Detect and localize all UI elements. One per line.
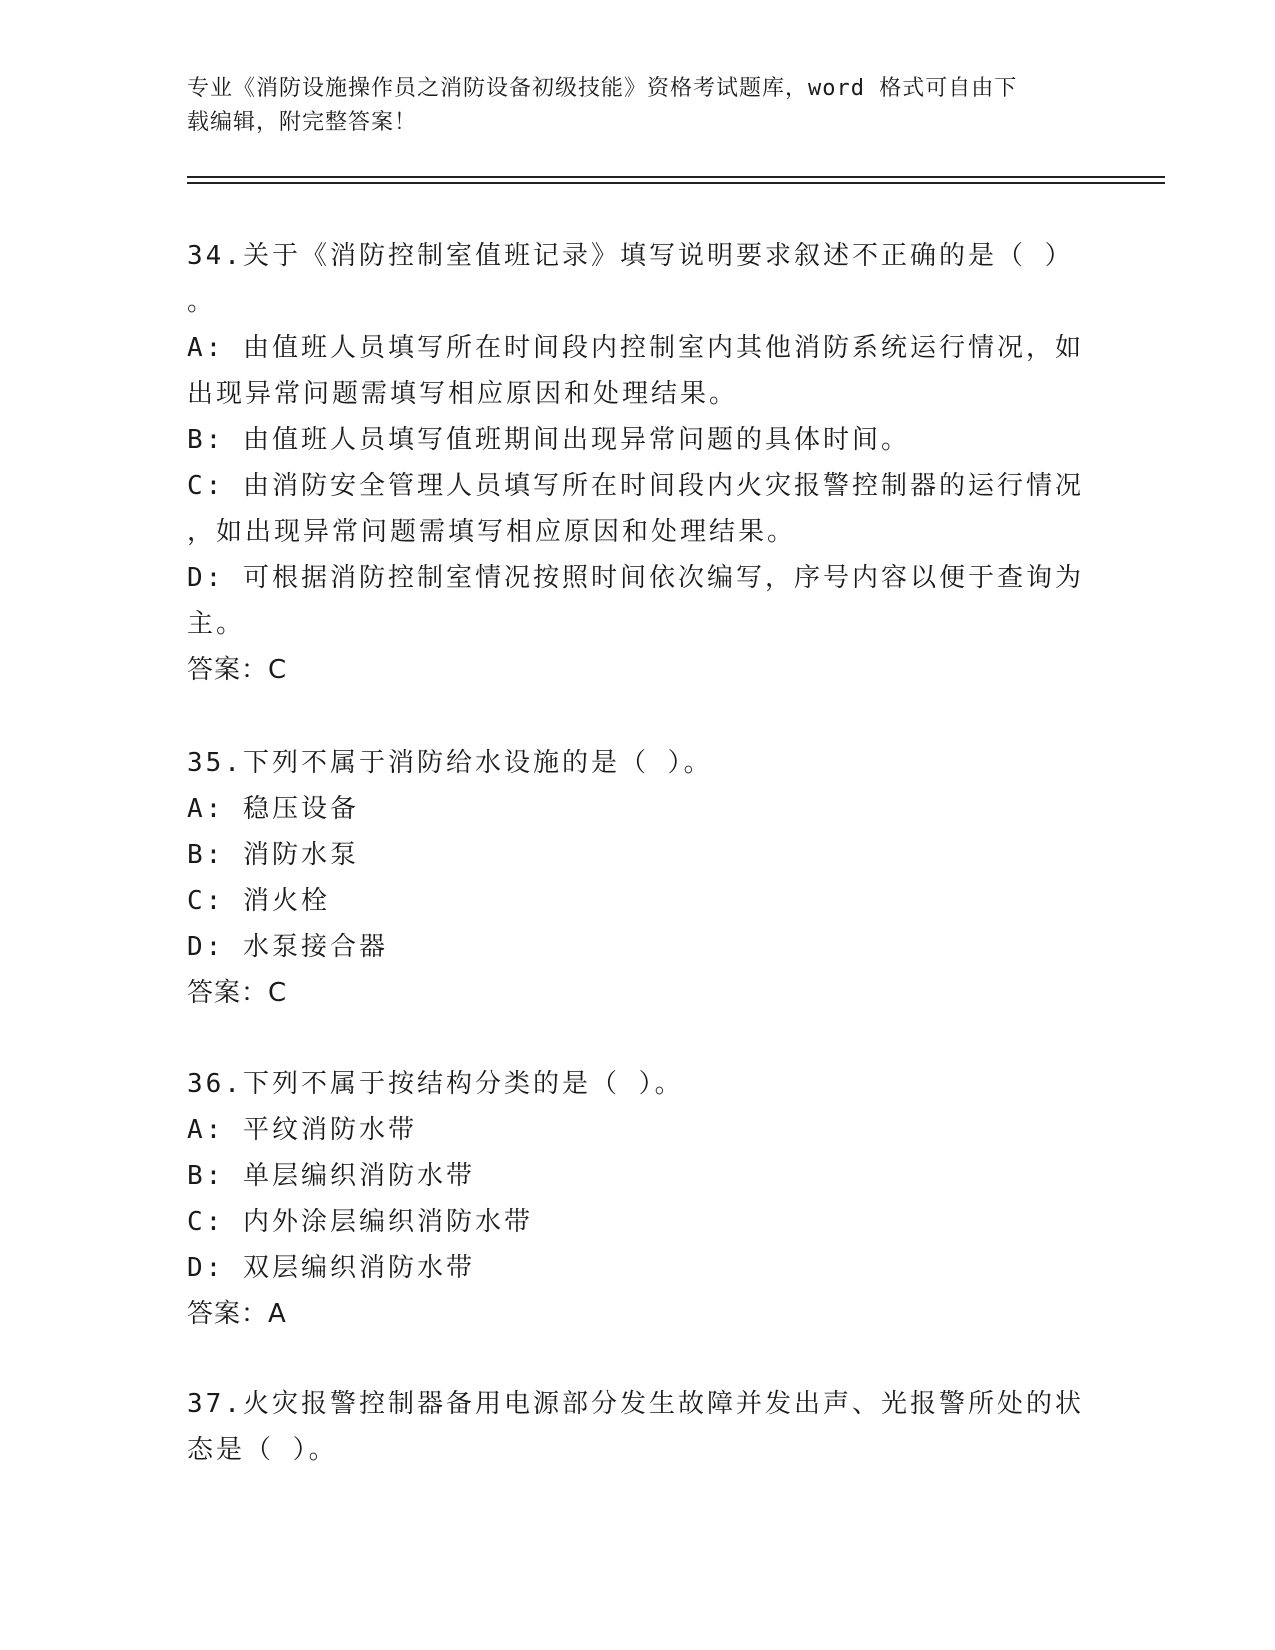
option-d-continued: 主。 — [187, 609, 246, 639]
option-c-continued: ，如出现异常问题需填写相应原因和处理结果。 — [187, 517, 797, 547]
option-d: D: 双层编织消防水带 — [187, 1253, 475, 1283]
header-line-2: 载编辑，附完整答案！ — [187, 110, 418, 135]
option-a-continued: 出现异常问题需填写相应原因和处理结果。 — [187, 379, 739, 409]
header-divider-bottom — [187, 182, 1165, 184]
answer-line: 答案：C — [187, 978, 288, 1008]
option-d: D: 水泵接合器 — [187, 932, 388, 962]
question-35 — [187, 740, 1087, 1016]
question-36 — [187, 1061, 1087, 1337]
option-a: A: 稳压设备 — [187, 794, 359, 824]
question-37 — [187, 1381, 1087, 1473]
header-line-1: 专业《消防设施操作员之消防设备初级技能》资格考试题库，word 格式可自由下 — [187, 76, 1018, 101]
question-stem: 35.下列不属于消防给水设施的是（ ）。 — [187, 748, 713, 778]
option-c: C: 由消防安全管理人员填写所在时间段内火灾报警控制器的运行情况 — [187, 471, 1084, 501]
option-b: B: 由值班人员填写值班期间出现异常问题的具体时间。 — [187, 425, 910, 455]
question-stem: 34.关于《消防控制室值班记录》填写说明要求叙述不正确的是（ ） — [187, 241, 1074, 271]
option-b: B: 消防水泵 — [187, 840, 359, 870]
answer-line: 答案：A — [187, 1299, 287, 1329]
option-c: C: 消火栓 — [187, 886, 330, 916]
question-stem-continued: 态是（ ）。 — [187, 1435, 338, 1465]
question-34 — [187, 233, 1087, 693]
option-a: A: 由值班人员填写所在时间段内控制室内其他消防系统运行情况，如 — [187, 333, 1084, 363]
answer-line: 答案：C — [187, 655, 288, 685]
question-stem-continued: 。 — [187, 287, 217, 317]
question-stem: 36.下列不属于按结构分类的是（ ）。 — [187, 1069, 684, 1099]
option-c: C: 内外涂层编织消防水带 — [187, 1207, 533, 1237]
header-divider-top — [187, 176, 1165, 178]
option-a: A: 平纹消防水带 — [187, 1115, 417, 1145]
option-d: D: 可根据消防控制室情况按照时间依次编写，序号内容以便于查询为 — [187, 563, 1084, 593]
question-stem: 37.火灾报警控制器备用电源部分发生故障并发出声、光报警所处的状 — [187, 1389, 1084, 1419]
document-header — [187, 72, 1067, 140]
option-b: B: 单层编织消防水带 — [187, 1161, 475, 1191]
